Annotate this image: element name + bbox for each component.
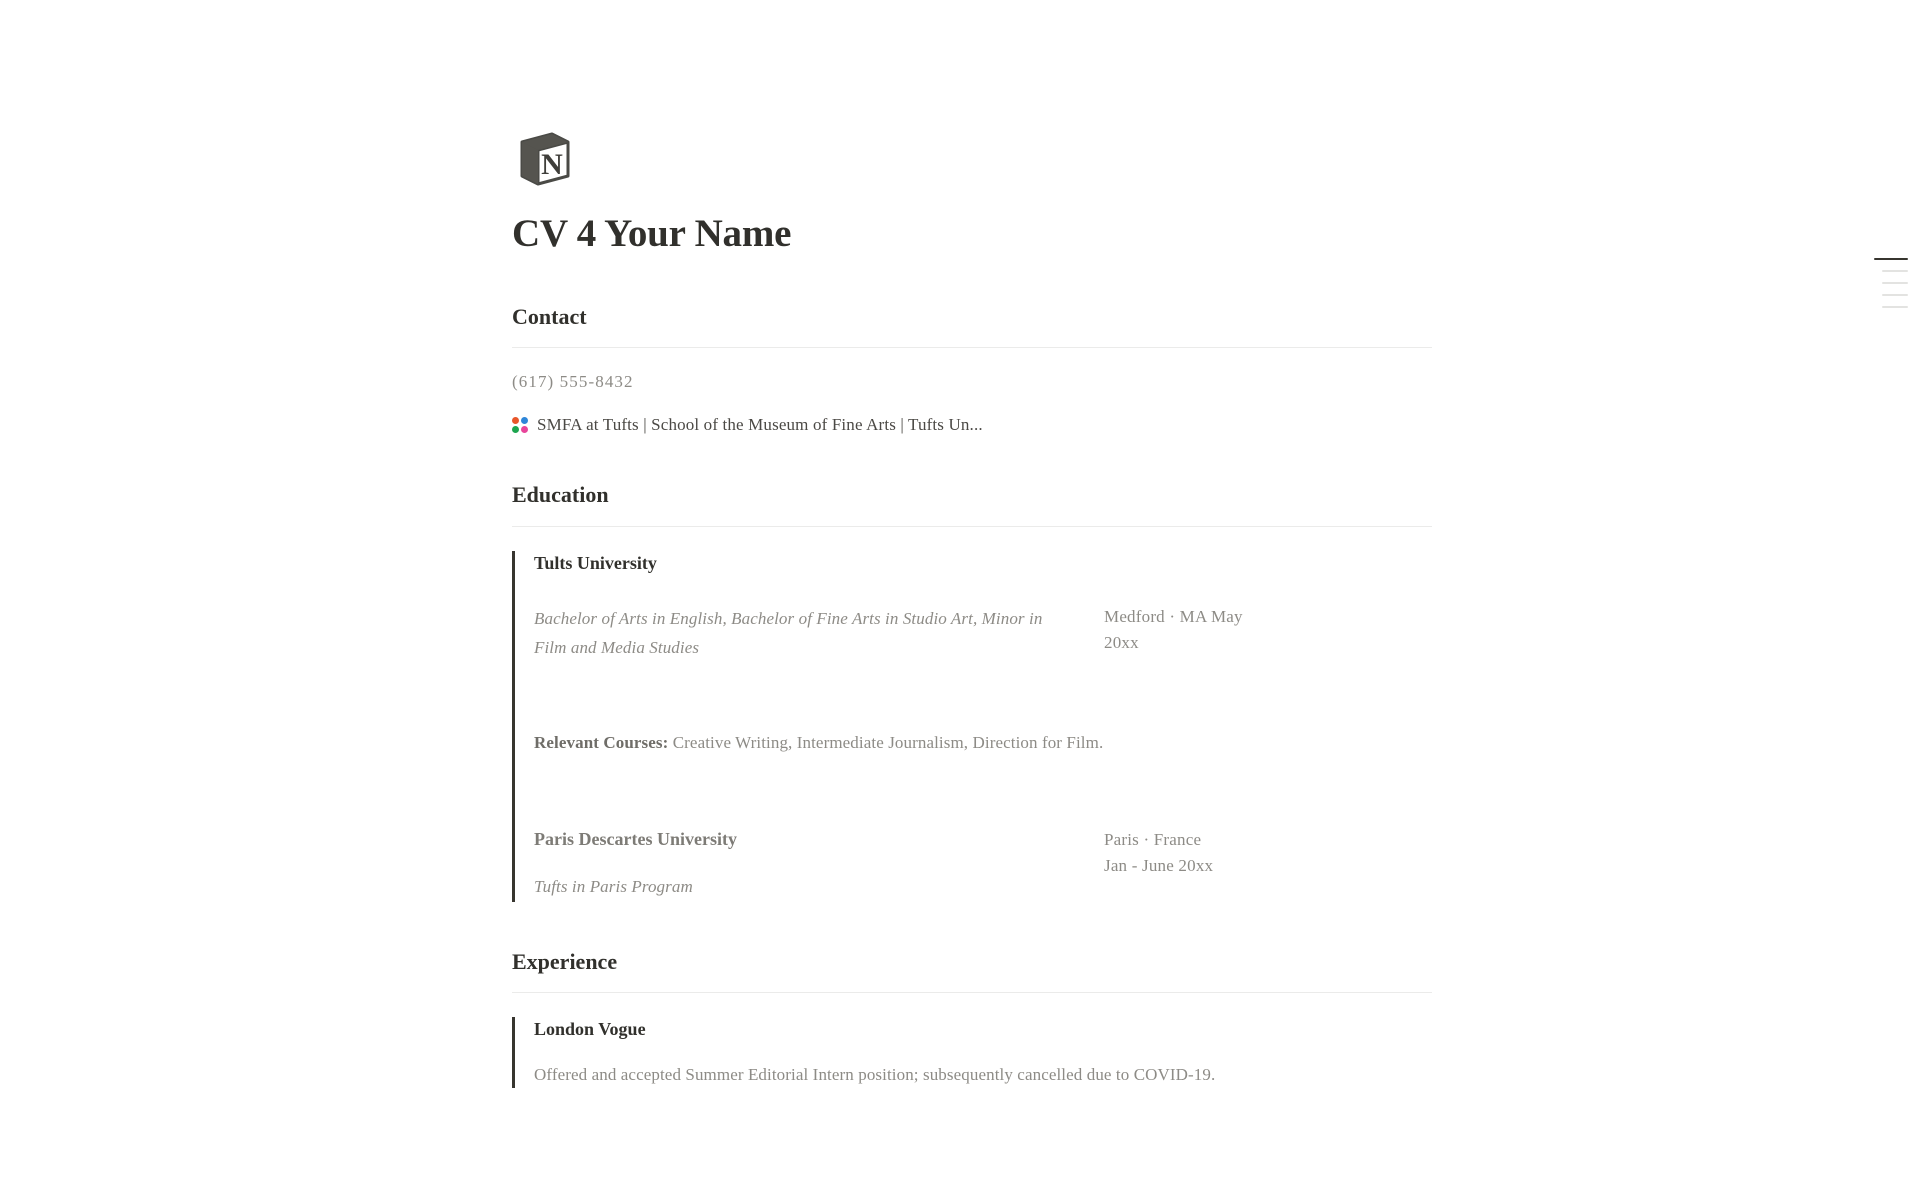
experience-description: Offered and accepted Summer Editorial Intern position; subsequently cancelled due to COVID-19.: [534, 1065, 1216, 1085]
toc-bar[interactable]: [1882, 282, 1908, 284]
education-entry-meta-dates: Jan - June 20xx: [1104, 856, 1214, 876]
education-entry-row: [534, 604, 1432, 664]
section-heading-education[interactable]: Education: [512, 481, 609, 507]
page-content-column: [512, 0, 1432, 1088]
education-org-name: Tults University: [534, 552, 657, 573]
education-org-name: Paris Descartes University: [534, 828, 737, 849]
section-divider: [512, 347, 1432, 348]
education-degree: Bachelor of Arts in English, Bachelor of Fine Arts in Studio Art, Minor in Film and Media Studies: [534, 608, 1043, 658]
education-entry-left: [534, 827, 1074, 902]
section-heading-experience[interactable]: Experience: [512, 948, 618, 974]
relevant-courses-label: Relevant Courses:: [534, 733, 669, 753]
contact-link-row[interactable]: [512, 415, 1432, 435]
education-block: [512, 551, 1432, 902]
relevant-courses: [534, 730, 1432, 756]
contact-phone[interactable]: (617) 555-8432: [512, 372, 634, 392]
toc-bar[interactable]: [1882, 270, 1908, 272]
education-entry: [534, 827, 1432, 902]
experience-org-name: London Vogue: [534, 1019, 646, 1040]
education-entry: [534, 551, 1432, 664]
notion-cube-icon[interactable]: [512, 128, 574, 190]
education-entry-meta: [1104, 827, 1274, 880]
toc-bar[interactable]: [1882, 306, 1908, 308]
relevant-courses-value: Creative Writing, Intermediate Journalism, Direction for Film.: [668, 733, 1104, 753]
section-experience: [512, 948, 1432, 1088]
svg-text:N: N: [541, 148, 563, 181]
page-title[interactable]: CV 4 Your Name: [512, 212, 792, 255]
contact-body: [512, 369, 1432, 435]
education-entry-meta-location: Paris · France: [1104, 829, 1202, 849]
favicon-four-dots-icon: [512, 417, 528, 433]
experience-entry: [534, 1017, 1432, 1088]
table-of-contents-indicator[interactable]: [1874, 258, 1908, 308]
section-divider: [512, 526, 1432, 527]
education-degree: Tufts in Paris Program: [534, 876, 693, 896]
toc-bar[interactable]: [1882, 294, 1908, 296]
experience-block: [512, 1017, 1432, 1088]
education-entry-meta: Medford · MA May 20xx: [1104, 606, 1243, 653]
section-contact: [512, 303, 1432, 435]
section-heading-contact[interactable]: Contact: [512, 303, 587, 329]
section-divider: [512, 992, 1432, 993]
section-education: [512, 481, 1432, 902]
toc-bar-active[interactable]: [1874, 258, 1908, 260]
contact-link-label: SMFA at Tufts | School of the Museum of Fine Arts | Tufts Un...: [537, 414, 983, 434]
education-entry-row: [534, 827, 1432, 902]
education-entry-left: [534, 604, 1074, 664]
